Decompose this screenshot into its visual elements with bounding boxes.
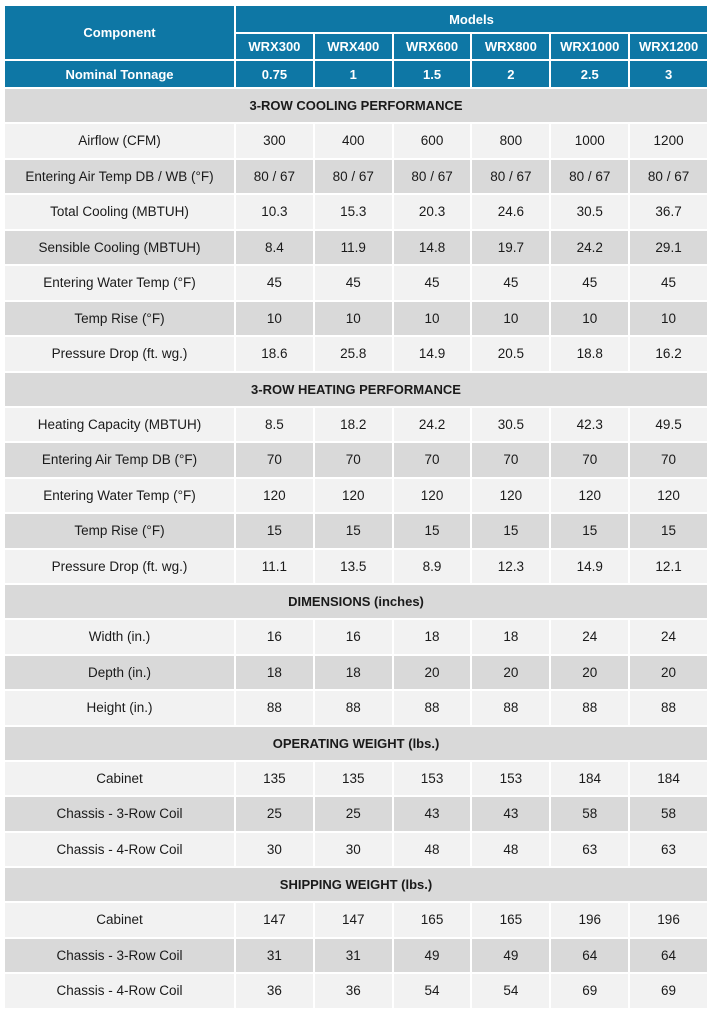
table-row	[5, 195, 707, 229]
cell-value: 16.2	[630, 337, 707, 371]
table-row	[5, 266, 707, 300]
cell-value: 120	[630, 479, 707, 513]
section-title: DIMENSIONS (inches)	[5, 585, 707, 618]
cell-value: 8.5	[236, 408, 313, 442]
cell-value: 36.7	[630, 195, 707, 229]
cell-value: 80 / 67	[394, 160, 471, 194]
cell-value: 120	[236, 479, 313, 513]
row-label: Entering Water Temp (°F)	[5, 479, 234, 513]
cell-value: 11.9	[315, 231, 392, 265]
cell-value: 19.7	[472, 231, 549, 265]
cell-value: 120	[315, 479, 392, 513]
cell-value: 10	[236, 302, 313, 336]
tonnage-value: 1	[315, 61, 392, 87]
section-title: SHIPPING WEIGHT (lbs.)	[5, 868, 707, 901]
row-label: Temp Rise (°F)	[5, 302, 234, 336]
cell-value: 70	[394, 443, 471, 477]
row-label: Heating Capacity (MBTUH)	[5, 408, 234, 442]
cell-value: 196	[551, 903, 628, 937]
cell-value: 153	[394, 762, 471, 796]
row-label: Chassis - 4-Row Coil	[5, 833, 234, 867]
cell-value: 80 / 67	[315, 160, 392, 194]
cell-value: 196	[630, 903, 707, 937]
table-row	[5, 514, 707, 548]
tonnage-label: Nominal Tonnage	[5, 61, 234, 87]
cell-value: 8.9	[394, 550, 471, 584]
cell-value: 600	[394, 124, 471, 158]
table-row	[5, 550, 707, 584]
nominal-tonnage-row	[5, 61, 707, 87]
cell-value: 120	[472, 479, 549, 513]
cell-value: 10	[315, 302, 392, 336]
table-row	[5, 903, 707, 937]
cell-value: 15	[472, 514, 549, 548]
cell-value: 135	[236, 762, 313, 796]
row-label: Chassis - 3-Row Coil	[5, 939, 234, 973]
table-body	[5, 89, 707, 1008]
section-title: 3-ROW HEATING PERFORMANCE	[5, 373, 707, 406]
cell-value: 49.5	[630, 408, 707, 442]
cell-value: 15	[630, 514, 707, 548]
table-row	[5, 408, 707, 442]
cell-value: 49	[472, 939, 549, 973]
table-row	[5, 620, 707, 654]
cell-value: 80 / 67	[630, 160, 707, 194]
cell-value: 18	[394, 620, 471, 654]
cell-value: 45	[630, 266, 707, 300]
cell-value: 12.3	[472, 550, 549, 584]
model-header: WRX800	[472, 34, 549, 59]
row-label: Airflow (CFM)	[5, 124, 234, 158]
cell-value: 45	[236, 266, 313, 300]
cell-value: 24.6	[472, 195, 549, 229]
cell-value: 25	[236, 797, 313, 831]
cell-value: 49	[394, 939, 471, 973]
cell-value: 31	[236, 939, 313, 973]
section-row	[5, 727, 707, 760]
cell-value: 20	[551, 656, 628, 690]
cell-value: 88	[472, 691, 549, 725]
row-label: Chassis - 4-Row Coil	[5, 974, 234, 1008]
cell-value: 14.9	[394, 337, 471, 371]
cell-value: 24.2	[394, 408, 471, 442]
cell-value: 30.5	[472, 408, 549, 442]
model-header: WRX400	[315, 34, 392, 59]
cell-value: 300	[236, 124, 313, 158]
cell-value: 18.6	[236, 337, 313, 371]
row-label: Chassis - 3-Row Coil	[5, 797, 234, 831]
cell-value: 20.5	[472, 337, 549, 371]
table-row	[5, 762, 707, 796]
row-label: Pressure Drop (ft. wg.)	[5, 337, 234, 371]
cell-value: 69	[630, 974, 707, 1008]
cell-value: 63	[551, 833, 628, 867]
table-row	[5, 231, 707, 265]
cell-value: 25	[315, 797, 392, 831]
cell-value: 45	[315, 266, 392, 300]
tonnage-value: 0.75	[236, 61, 313, 87]
cell-value: 15	[551, 514, 628, 548]
cell-value: 70	[551, 443, 628, 477]
cell-value: 18	[315, 656, 392, 690]
cell-value: 18.8	[551, 337, 628, 371]
cell-value: 88	[315, 691, 392, 725]
models-header: Models	[236, 6, 707, 32]
cell-value: 12.1	[630, 550, 707, 584]
cell-value: 24	[630, 620, 707, 654]
model-header: WRX600	[394, 34, 471, 59]
cell-value: 45	[551, 266, 628, 300]
cell-value: 45	[472, 266, 549, 300]
cell-value: 88	[394, 691, 471, 725]
cell-value: 16	[236, 620, 313, 654]
cell-value: 16	[315, 620, 392, 654]
cell-value: 18	[236, 656, 313, 690]
cell-value: 20	[472, 656, 549, 690]
cell-value: 14.8	[394, 231, 471, 265]
cell-value: 184	[551, 762, 628, 796]
cell-value: 15	[394, 514, 471, 548]
cell-value: 165	[394, 903, 471, 937]
cell-value: 20	[630, 656, 707, 690]
tonnage-value: 1.5	[394, 61, 471, 87]
cell-value: 20.3	[394, 195, 471, 229]
cell-value: 43	[394, 797, 471, 831]
cell-value: 70	[630, 443, 707, 477]
table-row	[5, 302, 707, 336]
cell-value: 147	[236, 903, 313, 937]
cell-value: 42.3	[551, 408, 628, 442]
cell-value: 15	[236, 514, 313, 548]
cell-value: 13.5	[315, 550, 392, 584]
cell-value: 64	[551, 939, 628, 973]
section-row	[5, 868, 707, 901]
cell-value: 29.1	[630, 231, 707, 265]
row-label: Entering Water Temp (°F)	[5, 266, 234, 300]
table-row	[5, 337, 707, 371]
cell-value: 30	[315, 833, 392, 867]
cell-value: 31	[315, 939, 392, 973]
cell-value: 14.9	[551, 550, 628, 584]
row-label: Entering Air Temp DB (°F)	[5, 443, 234, 477]
row-label: Entering Air Temp DB / WB (°F)	[5, 160, 234, 194]
cell-value: 18	[472, 620, 549, 654]
cell-value: 153	[472, 762, 549, 796]
tonnage-value: 2	[472, 61, 549, 87]
cell-value: 10	[394, 302, 471, 336]
cell-value: 24	[551, 620, 628, 654]
tonnage-value: 3	[630, 61, 707, 87]
table-row	[5, 479, 707, 513]
cell-value: 80 / 67	[472, 160, 549, 194]
row-label: Depth (in.)	[5, 656, 234, 690]
tonnage-value: 2.5	[551, 61, 628, 87]
model-header: WRX300	[236, 34, 313, 59]
cell-value: 63	[630, 833, 707, 867]
table-row	[5, 124, 707, 158]
row-label: Pressure Drop (ft. wg.)	[5, 550, 234, 584]
cell-value: 70	[472, 443, 549, 477]
table-header	[5, 6, 707, 87]
cell-value: 800	[472, 124, 549, 158]
cell-value: 10.3	[236, 195, 313, 229]
section-title: 3-ROW COOLING PERFORMANCE	[5, 89, 707, 122]
row-label: Total Cooling (MBTUH)	[5, 195, 234, 229]
component-header: Component	[5, 6, 234, 59]
cell-value: 88	[551, 691, 628, 725]
table-row	[5, 656, 707, 690]
cell-value: 80 / 67	[551, 160, 628, 194]
section-row	[5, 373, 707, 406]
cell-value: 8.4	[236, 231, 313, 265]
cell-value: 165	[472, 903, 549, 937]
cell-value: 58	[630, 797, 707, 831]
cell-value: 10	[472, 302, 549, 336]
cell-value: 54	[394, 974, 471, 1008]
cell-value: 80 / 67	[236, 160, 313, 194]
cell-value: 64	[630, 939, 707, 973]
cell-value: 18.2	[315, 408, 392, 442]
cell-value: 30.5	[551, 195, 628, 229]
cell-value: 48	[394, 833, 471, 867]
cell-value: 1200	[630, 124, 707, 158]
cell-value: 20	[394, 656, 471, 690]
cell-value: 70	[236, 443, 313, 477]
table-row	[5, 939, 707, 973]
table-row	[5, 974, 707, 1008]
cell-value: 48	[472, 833, 549, 867]
cell-value: 120	[551, 479, 628, 513]
cell-value: 88	[236, 691, 313, 725]
section-row	[5, 89, 707, 122]
table-row	[5, 443, 707, 477]
section-title: OPERATING WEIGHT (lbs.)	[5, 727, 707, 760]
cell-value: 1000	[551, 124, 628, 158]
cell-value: 70	[315, 443, 392, 477]
cell-value: 69	[551, 974, 628, 1008]
cell-value: 24.2	[551, 231, 628, 265]
section-row	[5, 585, 707, 618]
table-row	[5, 691, 707, 725]
table-row	[5, 833, 707, 867]
cell-value: 15.3	[315, 195, 392, 229]
cell-value: 54	[472, 974, 549, 1008]
cell-value: 10	[551, 302, 628, 336]
model-header: WRX1200	[630, 34, 707, 59]
cell-value: 400	[315, 124, 392, 158]
cell-value: 15	[315, 514, 392, 548]
specifications-table	[3, 4, 709, 1010]
row-label: Temp Rise (°F)	[5, 514, 234, 548]
row-label: Height (in.)	[5, 691, 234, 725]
cell-value: 58	[551, 797, 628, 831]
table-row	[5, 797, 707, 831]
cell-value: 120	[394, 479, 471, 513]
cell-value: 184	[630, 762, 707, 796]
table-row	[5, 160, 707, 194]
cell-value: 36	[315, 974, 392, 1008]
cell-value: 25.8	[315, 337, 392, 371]
model-header: WRX1000	[551, 34, 628, 59]
cell-value: 11.1	[236, 550, 313, 584]
cell-value: 135	[315, 762, 392, 796]
cell-value: 30	[236, 833, 313, 867]
cell-value: 36	[236, 974, 313, 1008]
row-label: Width (in.)	[5, 620, 234, 654]
row-label: Sensible Cooling (MBTUH)	[5, 231, 234, 265]
cell-value: 45	[394, 266, 471, 300]
cell-value: 10	[630, 302, 707, 336]
cell-value: 88	[630, 691, 707, 725]
row-label: Cabinet	[5, 903, 234, 937]
row-label: Cabinet	[5, 762, 234, 796]
cell-value: 147	[315, 903, 392, 937]
cell-value: 43	[472, 797, 549, 831]
